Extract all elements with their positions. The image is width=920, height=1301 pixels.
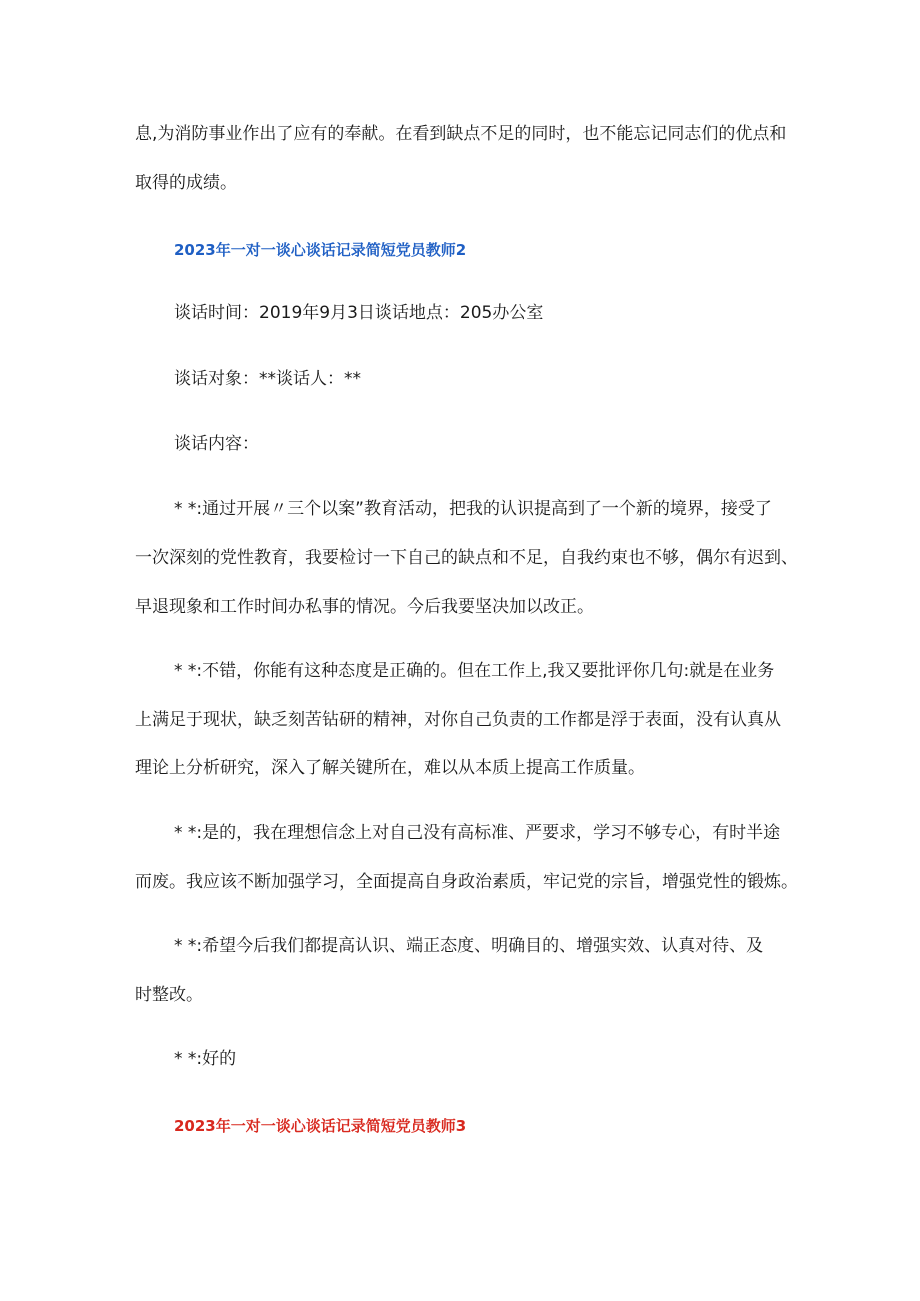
exchange-1-line-2: 一次深刻的党性教育，我要检讨一下自己的缺点和不足，自我约束也不够，偶尔有迟到、 xyxy=(135,548,798,568)
exchange-1-line-1: * *:通过开展〃三个以案”教育活动，把我的认识提高到了一个新的境界，接受了 xyxy=(174,499,772,519)
talk-content-label: 谈话内容： xyxy=(174,434,259,454)
exchange-4-line-1: * *:希望今后我们都提高认识、端正态度、明确目的、增强实效、认真对待、及 xyxy=(174,936,764,956)
exchange-3-line-2: 而废。我应该不断加强学习，全面提高自身政治素质，牢记党的宗旨，增强党性的锻炼。 xyxy=(135,872,798,892)
intro-line-2: 取得的成绩。 xyxy=(135,173,237,193)
exchange-3-line-1: * *:是的，我在理想信念上对自己没有高标准、严要求，学习不够专心，有时半途 xyxy=(174,823,781,843)
exchange-2-line-2: 上满足于现状，缺乏刻苦钻研的精神，对你自己负责的工作都是浮于表面，没有认真从 xyxy=(135,710,781,730)
talk-participants: 谈话对象：**谈话人：** xyxy=(174,369,361,389)
exchange-2-line-1: * *:不错，你能有这种态度是正确的。但在工作上,我又要批评你几句:就是在业务 xyxy=(174,661,775,681)
intro-line-1: 息,为消防事业作出了应有的奉献。在看到缺点不足的同时，也不能忘记同志们的优点和 xyxy=(135,124,787,144)
exchange-2-line-3: 理论上分析研究，深入了解关键所在，难以从本质上提高工作质量。 xyxy=(135,758,645,778)
exchange-4-line-2: 时整改。 xyxy=(135,985,203,1005)
exchange-1-line-3: 早退现象和工作时间办私事的情况。今后我要坚决加以改正。 xyxy=(135,597,594,617)
talk-time-location: 谈话时间：2019年9月3日谈话地点：205办公室 xyxy=(174,303,544,323)
section-2-heading: 2023年一对一谈心谈话记录简短党员教师2 xyxy=(174,241,467,259)
section-3-heading: 2023年一对一谈心谈话记录简短党员教师3 xyxy=(174,1117,467,1135)
exchange-5-line-1: * *:好的 xyxy=(174,1049,237,1069)
